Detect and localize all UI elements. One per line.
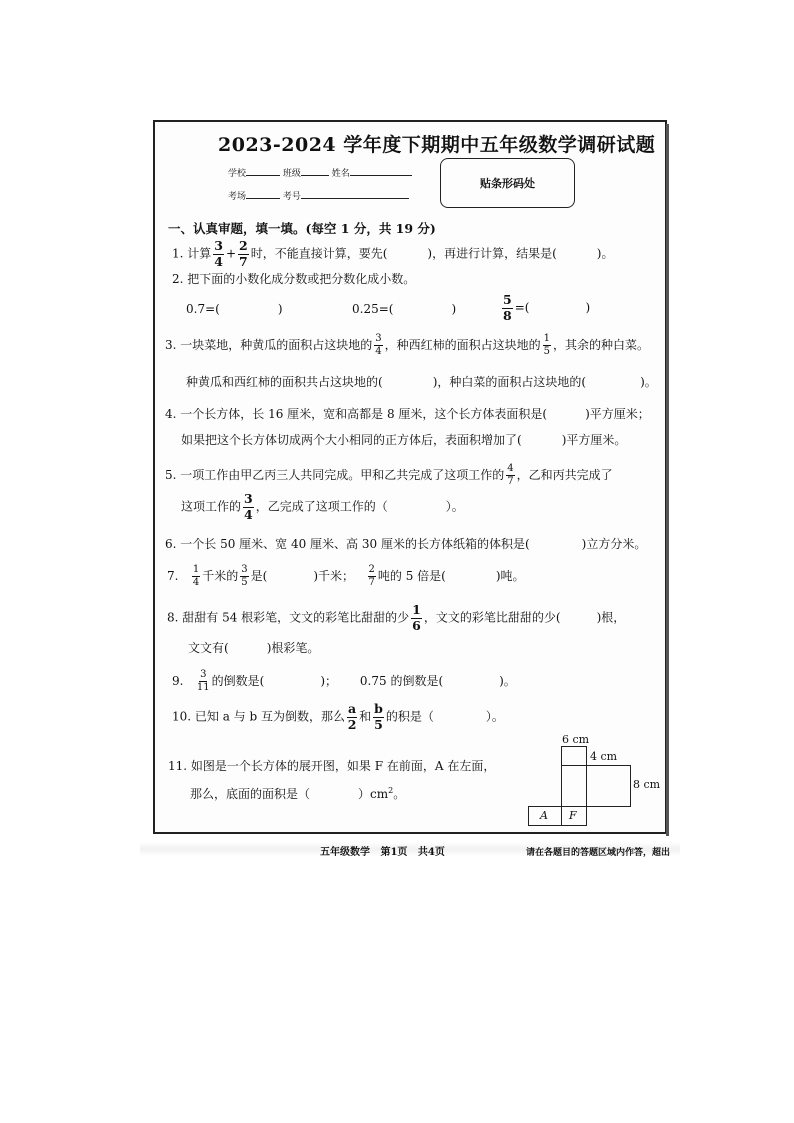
question-3-line-1: 3. 一块菜地，种黄瓜的面积占这块地的 $\frac{3}{4}$ ，种西红柿的面积占这块地的 $\frac{1}{5}$ ，其余的种白菜。	[165, 333, 650, 357]
footer-note: 请在各题目的答题区域内作答，超出	[526, 848, 671, 858]
face-label-a: A	[540, 809, 548, 822]
question-11-line-2: 那么，底面的面积是（ ）$cm^2$。	[190, 786, 406, 801]
question-8-line-2: 文文有( )根彩笔。	[188, 641, 320, 655]
school-field[interactable]	[246, 166, 280, 176]
header-row-2	[228, 189, 409, 202]
question-4-line-2: 如果把这个长方体切成两个大小相同的正方体后，表面积增加了( )平方厘米。	[181, 433, 627, 447]
face-label-f: F	[569, 809, 577, 822]
question-2: 2. 把下面的小数化成分数或把分数化成小数。	[172, 272, 416, 286]
fraction: $\frac{2}{7}$	[368, 564, 375, 588]
sheet-edge-line	[666, 124, 669, 836]
fraction: $\frac{3}{4}$	[375, 333, 382, 357]
name-field[interactable]	[350, 166, 412, 176]
dimension-label-top: 6 cm	[562, 733, 590, 746]
fraction: $\frac{1}{5}$	[543, 333, 551, 357]
question-9: 9. $\frac{3}{11}$ 的倒数是( )； 0.75 的倒数是( )。	[172, 669, 516, 693]
question-10: 10. 已知 a 与 b 互为倒数，那么 $\frac{a}{2}$ 和 $\frac{b}{5}$ 的积是（ ）。	[172, 701, 504, 732]
q2-item-a: 0.7=( )	[186, 302, 283, 316]
fraction: $\frac{5}{8}$	[503, 292, 512, 323]
fraction: $\frac{a}{2}$	[347, 701, 357, 732]
question-7: 7. $\frac{1}{4}$ 千米的 $\frac{3}{5}$ 是( )千米； $\frac{2}{7}$ 吨的 5 倍是( )吨。	[167, 564, 525, 588]
net-face	[586, 765, 631, 807]
school-label: 学校	[228, 169, 247, 179]
fraction: $\frac{b}{5}$	[374, 701, 383, 732]
question-1: 1. 计算 $\frac{3}{4}$ + $\frac{2}{7}$ 时，不能直接计算，要先( )，再进行计算，结果是( )。	[172, 238, 614, 269]
exam-no-field[interactable]	[301, 189, 409, 199]
question-3-line-2: 种黄瓜和西红柿的面积共占这块地的( )，种白菜的面积占这块地的( )。	[186, 375, 657, 389]
exam-title: 2023-2024 学年度下期期中五年级数学调研试题	[218, 134, 656, 156]
barcode-box: 贴条形码处	[440, 158, 575, 208]
question-4-line-1: 4. 一个长方体，长 16 厘米，宽和高都是 8 厘米，这个长方体表面积是( )平方厘米；	[165, 407, 650, 421]
footer-page-info: 五年级数学 第1页 共4页	[320, 847, 445, 858]
question-8-line-1: 8. 甜甜有 54 根彩笔，文文的彩笔比甜甜的少 $\frac{1}{6}$ ，文文的彩笔比甜甜的少( )根，	[167, 602, 626, 633]
class-label: 班级	[282, 169, 301, 179]
fraction: $\frac{3}{4}$	[214, 238, 223, 269]
fraction: $\frac{3}{4}$	[244, 491, 253, 522]
fraction: $\frac{3}{5}$	[241, 564, 248, 588]
dimension-label-right: 8 cm	[633, 778, 661, 791]
fraction: $\frac{2}{7}$	[239, 238, 248, 269]
q2-item-c: $\frac{5}{8}$ =( )	[503, 292, 591, 323]
section-1-heading: 一、认真审题，填一填。(每空 1 分，共 19 分)	[168, 221, 436, 236]
question-6: 6. 一个长 50 厘米、宽 40 厘米、高 30 厘米的长方体纸箱的体积是( )立方分米。	[165, 537, 647, 551]
question-11-line-1: 11. 如图是一个长方体的展开图，如果 F 在前面，A 在左面，	[168, 759, 496, 773]
question-5-line-1: 5. 一项工作由甲乙丙三人共同完成。甲和乙共完成了这项工作的 $\frac{4}{7}$ ，乙和丙共完成了	[165, 463, 613, 487]
exam-room-field[interactable]	[246, 189, 280, 199]
net-face	[561, 746, 587, 766]
fraction: $\frac{4}{7}$	[507, 463, 514, 487]
fraction: $\frac{3}{11}$	[196, 669, 210, 693]
class-field[interactable]	[301, 166, 329, 176]
question-5-line-2: 这项工作的 $\frac{3}{4}$ ，乙完成了这项工作的（ ）。	[181, 491, 464, 522]
exam-room-label: 考场	[228, 192, 247, 202]
dimension-label-mid: 4 cm	[590, 750, 618, 763]
fraction: $\frac{1}{4}$	[192, 564, 200, 588]
exam-no-label: 考号	[282, 192, 301, 202]
q2-item-b: 0.25=( )	[352, 302, 457, 316]
name-label: 姓名	[331, 169, 350, 179]
header-row-1	[228, 166, 412, 179]
fraction: $\frac{1}{6}$	[412, 602, 421, 633]
net-face	[561, 765, 587, 807]
